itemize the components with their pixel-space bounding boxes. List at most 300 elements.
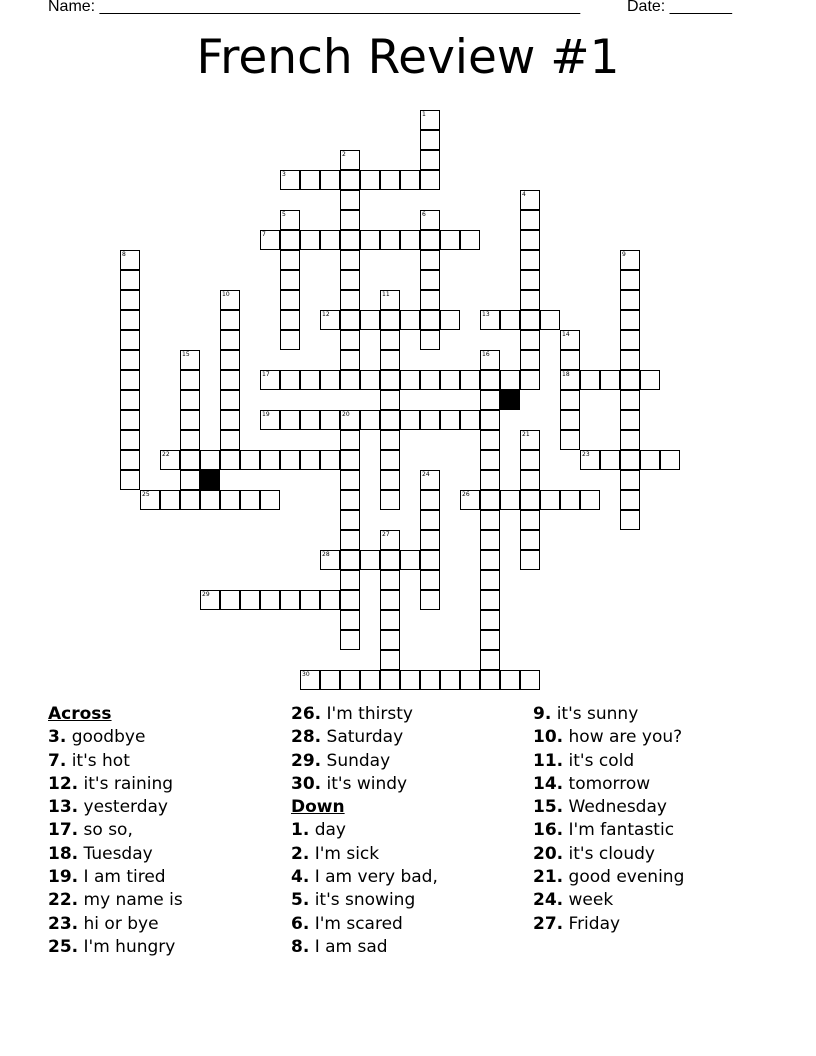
clue-item-text: I am very bad, [314, 867, 438, 888]
grid-cell[interactable] [380, 530, 400, 550]
grid-cell[interactable] [620, 430, 640, 450]
grid-cell[interactable] [280, 210, 300, 230]
grid-cell[interactable] [380, 370, 400, 390]
grid-cell[interactable] [480, 410, 500, 430]
grid-cell[interactable] [400, 230, 420, 250]
grid-cell[interactable] [420, 510, 440, 530]
grid-cell[interactable] [620, 290, 640, 310]
grid-cell[interactable] [600, 450, 620, 470]
grid-cell[interactable] [620, 490, 640, 510]
grid-cell[interactable] [340, 310, 360, 330]
clue-item-number: 20. [533, 843, 564, 864]
grid-cell[interactable] [380, 430, 400, 450]
grid-cell[interactable] [360, 230, 380, 250]
clue-item-number: 14. [533, 773, 564, 794]
grid-cell[interactable] [640, 370, 660, 390]
grid-cell[interactable] [520, 330, 540, 350]
grid-cell[interactable] [220, 590, 240, 610]
grid-cell[interactable] [420, 270, 440, 290]
grid-cell[interactable] [380, 570, 400, 590]
grid-cell[interactable] [420, 230, 440, 250]
grid-cell[interactable] [120, 330, 140, 350]
grid-cell[interactable] [320, 590, 340, 610]
grid-cell[interactable] [620, 270, 640, 290]
clue-number: 26 [462, 491, 470, 498]
grid-cell[interactable] [620, 510, 640, 530]
clue-item [291, 866, 438, 889]
grid-cell[interactable] [320, 670, 340, 690]
grid-cell[interactable] [380, 650, 400, 670]
grid-cell[interactable] [380, 590, 400, 610]
grid-cell[interactable] [340, 490, 360, 510]
grid-cell[interactable] [480, 590, 500, 610]
grid-cell[interactable] [420, 550, 440, 570]
grid-cell[interactable] [380, 550, 400, 570]
clue-item [291, 773, 438, 796]
grid-cell[interactable] [440, 230, 460, 250]
clue-item-text: my name is [83, 890, 183, 911]
clue-item [533, 913, 684, 936]
grid-cell[interactable] [280, 270, 300, 290]
grid-cell[interactable] [240, 490, 260, 510]
clue-item-number: 3. [48, 727, 67, 748]
grid-cell[interactable] [480, 390, 500, 410]
grid-cell[interactable] [380, 670, 400, 690]
grid-cell[interactable] [220, 490, 240, 510]
grid-cell[interactable] [340, 550, 360, 570]
grid-cell[interactable] [220, 290, 240, 310]
grid-cell[interactable] [220, 370, 240, 390]
grid-cell[interactable] [360, 370, 380, 390]
grid-cell[interactable] [480, 610, 500, 630]
grid-cell[interactable] [120, 370, 140, 390]
grid-cell[interactable] [340, 170, 360, 190]
grid-cell[interactable] [220, 350, 240, 370]
grid-cell[interactable] [340, 330, 360, 350]
grid-cell[interactable] [160, 450, 180, 470]
grid-cell[interactable] [300, 410, 320, 430]
grid-cell[interactable] [460, 490, 480, 510]
grid-cell[interactable] [380, 470, 400, 490]
grid-cell[interactable] [380, 610, 400, 630]
clue-item-number: 23. [48, 913, 79, 934]
grid-cell[interactable] [540, 310, 560, 330]
grid-cell[interactable] [420, 170, 440, 190]
grid-cell[interactable] [480, 470, 500, 490]
grid-cell[interactable] [400, 550, 420, 570]
grid-cell[interactable] [520, 210, 540, 230]
clue-number: 20 [342, 411, 350, 418]
grid-cell[interactable] [280, 330, 300, 350]
grid-cell[interactable] [560, 330, 580, 350]
grid-cell[interactable] [420, 370, 440, 390]
clue-item [48, 889, 183, 912]
grid-cell[interactable] [480, 490, 500, 510]
clue-number: 10 [222, 291, 230, 298]
grid-cell[interactable] [480, 630, 500, 650]
grid-cell[interactable] [420, 330, 440, 350]
grid-cell[interactable] [520, 530, 540, 550]
grid-cell[interactable] [300, 230, 320, 250]
grid-cell[interactable] [580, 450, 600, 470]
grid-cell[interactable] [160, 490, 180, 510]
grid-cell[interactable] [300, 590, 320, 610]
clue-item-number: 7. [48, 750, 67, 771]
grid-cell[interactable] [120, 310, 140, 330]
grid-cell[interactable] [380, 390, 400, 410]
grid-cell[interactable] [340, 670, 360, 690]
grid-cell[interactable] [220, 430, 240, 450]
grid-cell[interactable] [320, 550, 340, 570]
clue-number: 23 [582, 451, 590, 458]
grid-cell[interactable] [300, 370, 320, 390]
clue-item [48, 773, 183, 796]
clue-number: 4 [522, 191, 526, 198]
grid-cell[interactable] [440, 670, 460, 690]
grid-cell[interactable] [180, 490, 200, 510]
grid-cell[interactable] [340, 230, 360, 250]
grid-cell[interactable] [300, 170, 320, 190]
grid-cell[interactable] [340, 530, 360, 550]
grid-cell[interactable] [260, 590, 280, 610]
clue-item-number: 27. [533, 913, 564, 934]
grid-cell[interactable] [320, 370, 340, 390]
clue-number: 25 [142, 491, 150, 498]
clue-item [48, 913, 183, 936]
grid-cell[interactable] [340, 270, 360, 290]
clue-item [533, 773, 684, 796]
grid-cell[interactable] [520, 290, 540, 310]
grid-cell[interactable] [260, 410, 280, 430]
clue-item [291, 726, 438, 749]
grid-cell[interactable] [520, 470, 540, 490]
clue-number: 14 [562, 331, 570, 338]
grid-cell[interactable] [500, 490, 520, 510]
grid-cell[interactable] [180, 410, 200, 430]
grid-cell[interactable] [340, 410, 360, 430]
grid-cell[interactable] [460, 670, 480, 690]
clue-item [533, 889, 684, 912]
grid-cell[interactable] [120, 410, 140, 430]
grid-cell[interactable] [400, 670, 420, 690]
grid-cell[interactable] [620, 350, 640, 370]
grid-cell[interactable] [620, 450, 640, 470]
grid-cell[interactable] [340, 450, 360, 470]
grid-cell[interactable] [280, 250, 300, 270]
clue-item-text: I'm sick [314, 843, 380, 864]
grid-cell[interactable] [480, 450, 500, 470]
grid-cell[interactable] [520, 490, 540, 510]
grid-cell[interactable] [300, 450, 320, 470]
grid-cell[interactable] [360, 670, 380, 690]
grid-cell[interactable] [320, 170, 340, 190]
clue-item-text: Tuesday [83, 843, 153, 864]
grid-cell[interactable] [200, 450, 220, 470]
grid-cell[interactable] [600, 370, 620, 390]
name-field[interactable]: Name: ______________________________________________________ [48, 0, 581, 15]
grid-cell[interactable] [120, 390, 140, 410]
grid-cell[interactable] [220, 410, 240, 430]
grid-cell[interactable] [560, 410, 580, 430]
clue-item [48, 819, 183, 842]
clue-item [533, 750, 684, 773]
clue-item-text: I'm hungry [83, 936, 176, 957]
grid-cell[interactable] [480, 350, 500, 370]
grid-cell[interactable] [500, 670, 520, 690]
grid-cell[interactable] [180, 350, 200, 370]
grid-cell[interactable] [480, 550, 500, 570]
grid-cell[interactable] [420, 570, 440, 590]
grid-cell[interactable] [620, 410, 640, 430]
grid-cell[interactable] [520, 450, 540, 470]
grid-cell[interactable] [620, 310, 640, 330]
grid-cell[interactable] [420, 310, 440, 330]
grid-cell[interactable] [420, 410, 440, 430]
grid-cell[interactable] [260, 450, 280, 470]
grid-cell[interactable] [260, 490, 280, 510]
grid-cell[interactable] [120, 430, 140, 450]
clue-item [48, 866, 183, 889]
grid-cell[interactable] [560, 430, 580, 450]
grid-cell[interactable] [220, 390, 240, 410]
grid-cell[interactable] [520, 670, 540, 690]
grid-cell[interactable] [340, 210, 360, 230]
grid-cell[interactable] [120, 450, 140, 470]
grid-cell[interactable] [280, 310, 300, 330]
clue-item-number: 1. [291, 820, 310, 841]
grid-cell[interactable] [340, 370, 360, 390]
grid-cell[interactable] [120, 350, 140, 370]
grid-cell[interactable] [260, 370, 280, 390]
clue-number: 15 [182, 351, 190, 358]
grid-cell[interactable] [180, 370, 200, 390]
grid-cell[interactable] [380, 310, 400, 330]
grid-cell[interactable] [500, 310, 520, 330]
grid-cell[interactable] [120, 250, 140, 270]
grid-cell[interactable] [380, 630, 400, 650]
grid-cell[interactable] [320, 310, 340, 330]
grid-cell[interactable] [340, 590, 360, 610]
grid-cell[interactable] [340, 510, 360, 530]
grid-cell[interactable] [420, 150, 440, 170]
grid-cell[interactable] [400, 370, 420, 390]
clue-item-number: 2. [291, 843, 310, 864]
grid-cell[interactable] [420, 590, 440, 610]
grid-cell[interactable] [420, 290, 440, 310]
grid-cell[interactable] [220, 450, 240, 470]
grid-cell[interactable] [120, 290, 140, 310]
grid-cell[interactable] [340, 290, 360, 310]
grid-cell[interactable] [520, 250, 540, 270]
clue-number: 9 [622, 251, 626, 258]
grid-cell[interactable] [500, 370, 520, 390]
clue-item-text: it's sunny [556, 704, 639, 724]
grid-cell[interactable] [180, 430, 200, 450]
grid-cell[interactable] [460, 370, 480, 390]
grid-cell[interactable] [480, 670, 500, 690]
grid-cell[interactable] [520, 190, 540, 210]
grid-cell[interactable] [360, 170, 380, 190]
grid-cell[interactable] [440, 370, 460, 390]
grid-cell[interactable] [380, 490, 400, 510]
grid-cell[interactable] [520, 230, 540, 250]
grid-cell[interactable] [120, 270, 140, 290]
grid-cell[interactable] [280, 410, 300, 430]
grid-cell[interactable] [380, 410, 400, 430]
clue-column-3 [533, 703, 684, 936]
grid-cell[interactable] [580, 370, 600, 390]
grid-cell[interactable] [180, 390, 200, 410]
clue-item [48, 726, 183, 749]
clue-column-2 [291, 703, 438, 959]
clue-item-text: it's snowing [314, 890, 416, 911]
grid-cell[interactable] [240, 450, 260, 470]
grid-cell[interactable] [520, 550, 540, 570]
clue-number: 5 [282, 211, 286, 218]
grid-cell[interactable] [480, 370, 500, 390]
grid-cell[interactable] [420, 210, 440, 230]
grid-cell[interactable] [320, 230, 340, 250]
grid-cell[interactable] [360, 310, 380, 330]
clue-item [48, 750, 183, 773]
grid-cell[interactable] [620, 370, 640, 390]
clue-item-number: 15. [533, 797, 564, 818]
grid-cell[interactable] [380, 170, 400, 190]
grid-cell[interactable] [380, 350, 400, 370]
grid-cell[interactable] [620, 390, 640, 410]
clue-item-text: day [314, 820, 346, 841]
grid-cell[interactable] [280, 170, 300, 190]
grid-cell[interactable] [320, 410, 340, 430]
black-cell [500, 390, 520, 410]
grid-cell[interactable] [420, 250, 440, 270]
grid-cell[interactable] [380, 330, 400, 350]
grid-cell[interactable] [480, 650, 500, 670]
grid-cell[interactable] [560, 390, 580, 410]
grid-cell[interactable] [140, 490, 160, 510]
grid-cell[interactable] [220, 330, 240, 350]
grid-cell[interactable] [640, 450, 660, 470]
grid-cell[interactable] [420, 470, 440, 490]
grid-cell[interactable] [460, 230, 480, 250]
grid-cell[interactable] [220, 310, 240, 330]
grid-cell[interactable] [360, 550, 380, 570]
grid-cell[interactable] [540, 490, 560, 510]
clue-item-text: it's cloudy [568, 843, 655, 864]
clue-item-text: Sunday [326, 750, 391, 771]
grid-cell[interactable] [340, 570, 360, 590]
grid-cell[interactable] [340, 150, 360, 170]
grid-cell[interactable] [400, 170, 420, 190]
grid-cell[interactable] [280, 450, 300, 470]
grid-cell[interactable] [480, 310, 500, 330]
grid-cell[interactable] [280, 590, 300, 610]
grid-cell[interactable] [340, 470, 360, 490]
grid-cell[interactable] [580, 490, 600, 510]
grid-cell[interactable] [340, 350, 360, 370]
grid-cell[interactable] [120, 470, 140, 490]
clue-item [291, 889, 438, 912]
grid-cell[interactable] [480, 570, 500, 590]
grid-cell[interactable] [340, 430, 360, 450]
grid-cell[interactable] [320, 450, 340, 470]
clue-item-text: yesterday [83, 797, 168, 818]
clue-item-number: 22. [48, 890, 79, 911]
grid-cell[interactable] [340, 250, 360, 270]
grid-cell[interactable] [440, 310, 460, 330]
clue-item [533, 703, 684, 726]
grid-cell[interactable] [520, 430, 540, 450]
grid-cell[interactable] [380, 290, 400, 310]
clue-item-text: I'm scared [314, 913, 403, 934]
grid-cell[interactable] [280, 290, 300, 310]
grid-cell[interactable] [420, 130, 440, 150]
grid-cell[interactable] [200, 590, 220, 610]
grid-cell[interactable] [380, 450, 400, 470]
down-heading: Down [291, 797, 345, 818]
grid-cell[interactable] [300, 670, 320, 690]
grid-cell[interactable] [520, 310, 540, 330]
grid-cell[interactable] [420, 110, 440, 130]
grid-cell[interactable] [620, 330, 640, 350]
grid-cell[interactable] [520, 270, 540, 290]
grid-cell[interactable] [520, 350, 540, 370]
grid-cell[interactable] [180, 450, 200, 470]
grid-cell[interactable] [480, 430, 500, 450]
grid-cell[interactable] [360, 410, 380, 430]
clue-item [291, 843, 438, 866]
clue-number: 3 [282, 171, 286, 178]
grid-cell[interactable] [400, 310, 420, 330]
clue-number: 12 [322, 311, 330, 318]
grid-cell[interactable] [180, 470, 200, 490]
grid-cell[interactable] [560, 370, 580, 390]
grid-cell[interactable] [380, 230, 400, 250]
grid-cell[interactable] [400, 410, 420, 430]
grid-cell[interactable] [480, 510, 500, 530]
grid-cell[interactable] [420, 670, 440, 690]
grid-cell[interactable] [480, 530, 500, 550]
grid-cell[interactable] [420, 530, 440, 550]
grid-cell[interactable] [560, 490, 580, 510]
grid-cell[interactable] [340, 630, 360, 650]
clue-item-text: it's raining [83, 773, 174, 794]
grid-cell[interactable] [440, 410, 460, 430]
grid-cell[interactable] [260, 230, 280, 250]
date-field[interactable]: Date: _______ [627, 0, 732, 15]
grid-cell[interactable] [520, 510, 540, 530]
grid-cell[interactable] [200, 490, 220, 510]
grid-cell[interactable] [520, 370, 540, 390]
grid-cell[interactable] [420, 490, 440, 510]
grid-cell[interactable] [280, 230, 300, 250]
clue-number: 11 [382, 291, 390, 298]
grid-cell[interactable] [280, 370, 300, 390]
grid-cell[interactable] [660, 450, 680, 470]
clue-item-text: Wednesday [568, 797, 667, 818]
grid-cell[interactable] [560, 350, 580, 370]
grid-cell[interactable] [340, 610, 360, 630]
grid-cell[interactable] [460, 410, 480, 430]
grid-cell[interactable] [620, 250, 640, 270]
clue-item [48, 843, 183, 866]
grid-cell[interactable] [620, 470, 640, 490]
clue-item-number: 11. [533, 750, 564, 771]
grid-cell[interactable] [340, 190, 360, 210]
clue-item-number: 5. [291, 890, 310, 911]
clue-item-number: 4. [291, 867, 310, 888]
grid-cell[interactable] [240, 590, 260, 610]
